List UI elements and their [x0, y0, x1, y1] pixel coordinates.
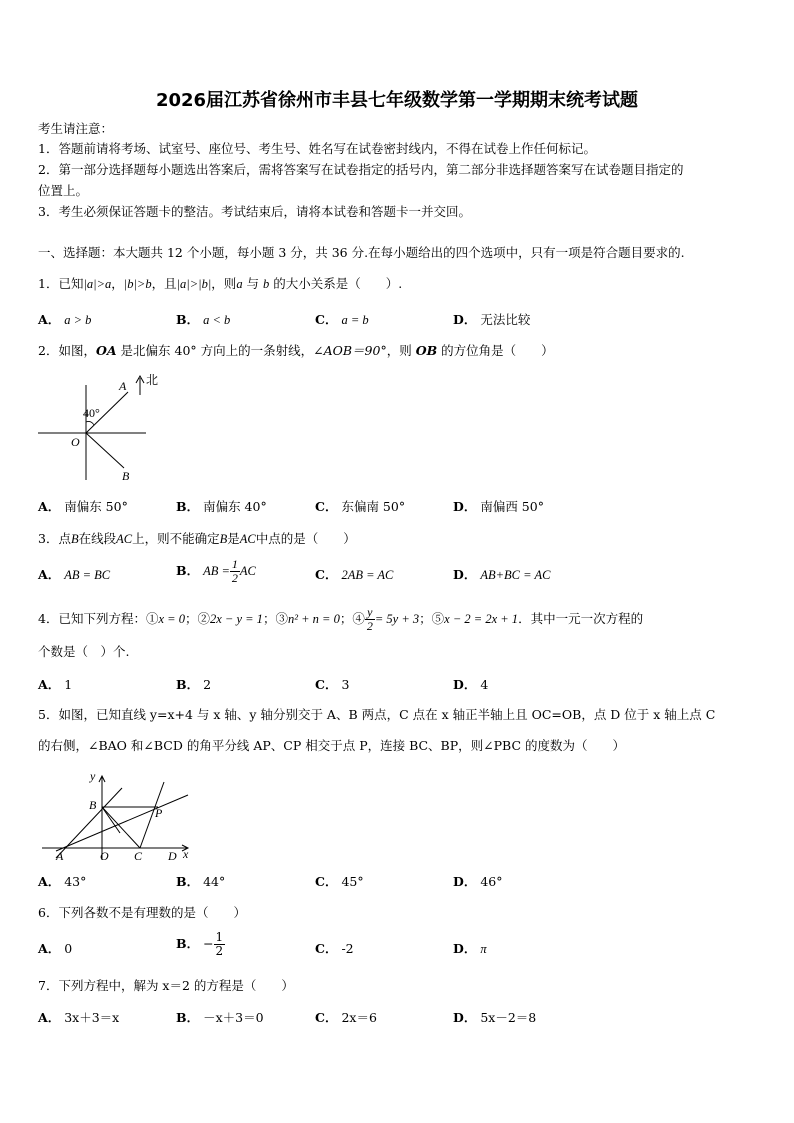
q2-label-o: O — [71, 435, 80, 449]
q1-option-c[interactable]: C． a = b — [315, 312, 369, 327]
notice-item-2-cont: 位置上。 — [38, 183, 89, 198]
q5-label-d: D — [168, 849, 177, 863]
q7-option-b[interactable]: B． －x＋3＝0 — [176, 1010, 264, 1025]
q6-option-a[interactable]: A． 0 — [38, 941, 73, 956]
q5-label-a: A — [56, 849, 64, 863]
question-4-stem: 4．已知下列方程：①x = 0；②2x − y = 1；③n² + n = 0；④ $\frac{y}{2}$ = 5y + 3；⑤x − 2 = 2x + 1．其中一元一次方程的 — [38, 605, 644, 633]
q7-option-d[interactable]: D． 5x－2＝8 — [453, 1010, 537, 1025]
q3-option-b[interactable]: B． AB = $\frac{1}{2}$ AC — [176, 557, 256, 585]
q2-label-angle: 40° — [83, 406, 100, 420]
q5-option-c[interactable]: C． 45° — [315, 874, 364, 889]
question-4-stem-cont: 个数是（ ）个. — [38, 644, 130, 659]
q5-label-p: P — [155, 806, 163, 820]
question-5-stem: 5．如图，已知直线 y=x+4 与 x 轴、y 轴分别交于 A、B 两点，C 点在 x 轴正半轴上且 OC=OB，点 D 位于 x 轴上点 C — [38, 707, 716, 722]
q2-option-b[interactable]: B． 南偏东 40° — [176, 499, 267, 514]
q6-option-b[interactable]: B． − $\frac{1}{2}$ — [176, 930, 224, 958]
q4-option-d[interactable]: D． 4 — [453, 677, 489, 692]
page-title: 2026届江苏省徐州市丰县七年级数学第一学期期末统考试题 — [155, 90, 639, 111]
q2-label-b: B — [122, 469, 130, 483]
question-5-stem-cont: 的右侧，∠BAO 和∠BCD 的角平分线 AP、CP 相交于点 P，连接 BC、BP，则∠PBC 的度数为（ ） — [38, 738, 625, 753]
section-heading: 一、选择题：本大题共 12 个小题，每小题 3 分，共 36 分.在每小题给出的四个选项中，只有一项是符合题目要求的. — [38, 245, 685, 260]
q5-label-x: x — [183, 847, 189, 861]
q5-option-d[interactable]: D． 46° — [453, 874, 503, 889]
q6-option-d[interactable]: D． π — [453, 941, 487, 956]
q2-option-d[interactable]: D． 南偏西 50° — [453, 499, 544, 514]
notice-heading: 考生请注意： — [38, 121, 114, 136]
q4-option-b[interactable]: B． 2 — [176, 677, 212, 692]
q6-option-c[interactable]: C． -2 — [315, 941, 354, 956]
q1-option-b[interactable]: B． a < b — [176, 312, 231, 327]
question-7-stem: 7．下列方程中，解为 x＝2 的方程是（ ） — [38, 978, 294, 993]
q4-option-a[interactable]: A． 1 — [38, 677, 73, 692]
question-2-stem: 2．如图，OA 是北偏东 40° 方向上的一条射线，∠AOB＝90°，则 OB 的方位角是（ ） — [38, 343, 554, 358]
q5-option-a[interactable]: A． 43° — [38, 874, 87, 889]
q5-figure — [38, 768, 198, 866]
q2-option-a[interactable]: A． 南偏东 50° — [38, 499, 128, 514]
question-3-stem: 3．点B在线段AC上，则不能确定B是AC中点的是（ ） — [38, 531, 356, 546]
q1-option-d[interactable]: D． 无法比较 — [453, 312, 531, 327]
q5-label-y: y — [90, 769, 96, 783]
notice-item-3: 3．考生必须保证答题卡的整洁。考试结束后，请将本试卷和答题卡一并交回。 — [38, 204, 471, 219]
q5-label-o: O — [100, 849, 109, 863]
q2-option-c[interactable]: C． 东偏南 50° — [315, 499, 406, 514]
q3-option-a[interactable]: A． AB = BC — [38, 567, 111, 582]
q5-label-b: B — [89, 798, 97, 812]
question-6-stem: 6．下列各数不是有理数的是（ ） — [38, 905, 246, 920]
q3-option-d[interactable]: D． AB+BC = AC — [453, 567, 551, 582]
q2-label-north: 北 — [146, 373, 159, 387]
q4-option-c[interactable]: C． 3 — [315, 677, 350, 692]
notice-item-2: 2．第一部分选择题每小题选出答案后，需将答案写在试卷指定的括号内，第二部分非选择题答案写在试卷题目指定的 — [38, 162, 684, 177]
q2-label-a: A — [119, 379, 127, 393]
q7-option-c[interactable]: C． 2x＝6 — [315, 1010, 377, 1025]
q3-option-c[interactable]: C． 2AB = AC — [315, 567, 394, 582]
q5-label-c: C — [134, 849, 143, 863]
question-1-stem: 1．已知|a|>a，|b|>b，且|a|>|b|，则a 与 b 的大小关系是（ ）. — [38, 276, 403, 291]
q7-option-a[interactable]: A． 3x＋3＝x — [38, 1010, 120, 1025]
q1-option-a[interactable]: A． a > b — [38, 312, 92, 327]
notice-item-1: 1．答题前请将考场、试室号、座位号、考生号、姓名写在试卷密封线内，不得在试卷上作任何标记。 — [38, 141, 596, 156]
q2-figure — [36, 370, 159, 485]
q5-option-b[interactable]: B． 44° — [176, 874, 226, 889]
